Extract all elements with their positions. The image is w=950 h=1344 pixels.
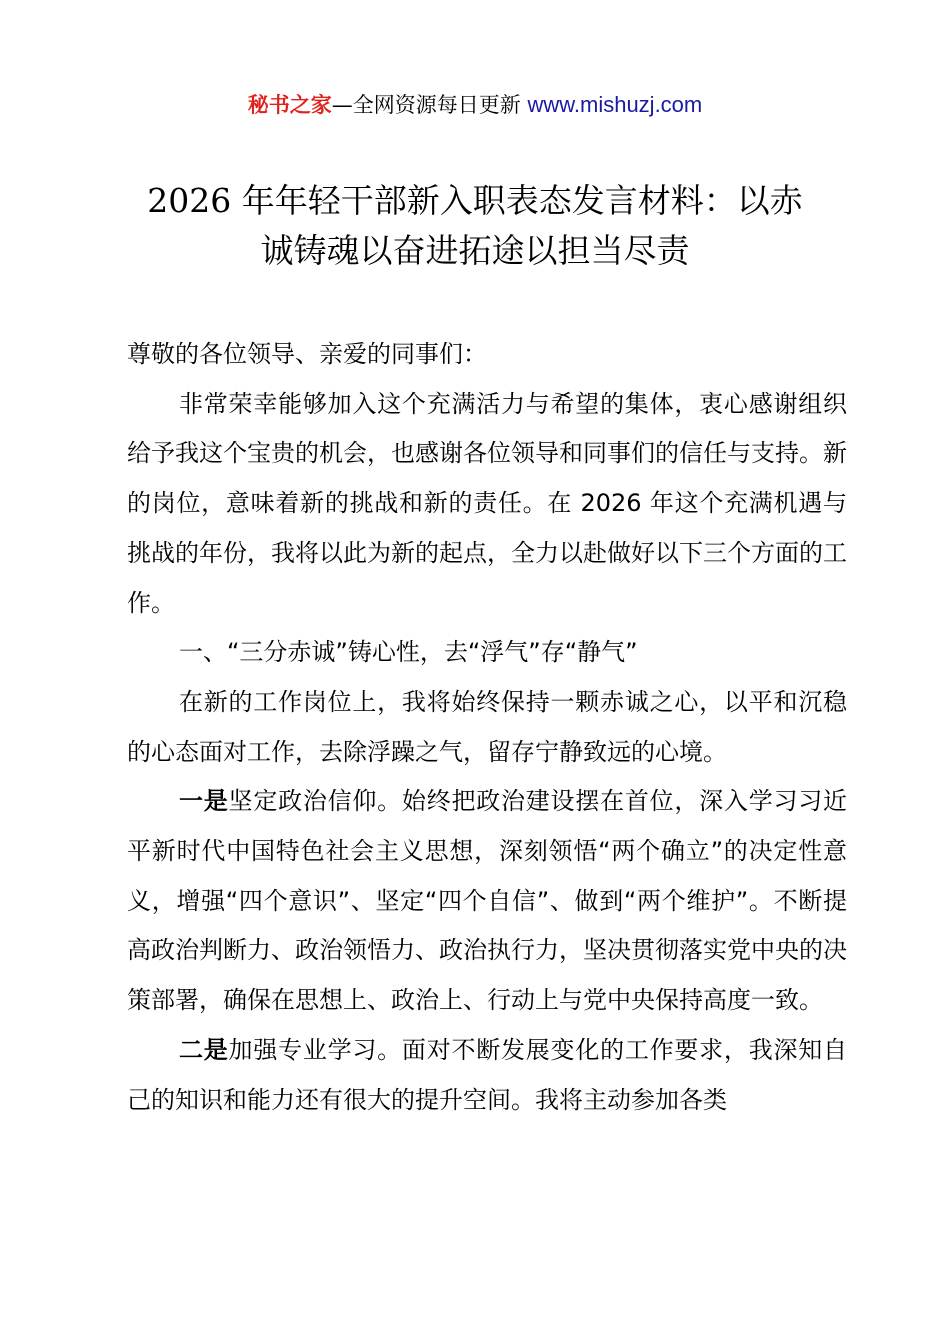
- document-title-line-2: 诚铸魂以奋进拓途以担当尽责: [260, 231, 690, 270]
- paragraph-section-1: 在新的工作岗位上，我将始终保持一颗赤诚之心，以平和沉稳的心态面对工作，去除浮躁之气，留存宁静致远的心境。: [127, 687, 847, 766]
- point-1-lead: 一是: [179, 787, 229, 816]
- section-heading-1: 一、“三分赤诚”铸心性，去“浮气”存“静气”: [179, 638, 638, 667]
- brand-name: 秘书之家: [247, 93, 332, 117]
- header-tagline: —全网资源每日更新: [331, 93, 528, 117]
- point-2-lead: 二是: [179, 1035, 229, 1064]
- document-body: [127, 330, 847, 1125]
- point-2: [127, 1026, 847, 1125]
- point-1-text: 坚定政治信仰。始终把政治建设摆在首位，深入学习习近平新时代中国特色社会主义思想，深刻领悟“两个确立”的决定性意义，增强“四个意识”、坚定“四个自信”、做到“两个维护”。不断提高政治判断力、政治领悟力、政治执行力，坚决贯彻落实党中央的决策部署，确保在思想上、政治上、行动上与党中央保持高度一致。: [127, 787, 848, 1015]
- site-url-link[interactable]: www.mishuzj.com: [527, 92, 703, 117]
- document-title: [100, 176, 850, 276]
- site-header: [0, 90, 950, 120]
- salutation: 尊敬的各位领导、亲爱的同事们：: [127, 340, 487, 368]
- paragraph-intro: 非常荣幸能够加入这个充满活力与希望的集体，衷心感谢组织给予我这个宝贵的机会，也感谢各位领导和同事们的信任与支持。新的岗位，意味着新的挑战和新的责任。在 2026 年这个充满机遇与挑战的年份，我将以此为新的起点，全力以赴做好以下三个方面的工作。: [127, 389, 847, 617]
- point-1: [127, 777, 847, 1026]
- point-2-text: 加强专业学习。面对不断发展变化的工作要求，我深知自己的知识和能力还有很大的提升空间。我将主动参加各类: [127, 1035, 848, 1114]
- document-title-line-1: 2026 年年轻干部新入职表态发言材料：以赤: [147, 181, 803, 220]
